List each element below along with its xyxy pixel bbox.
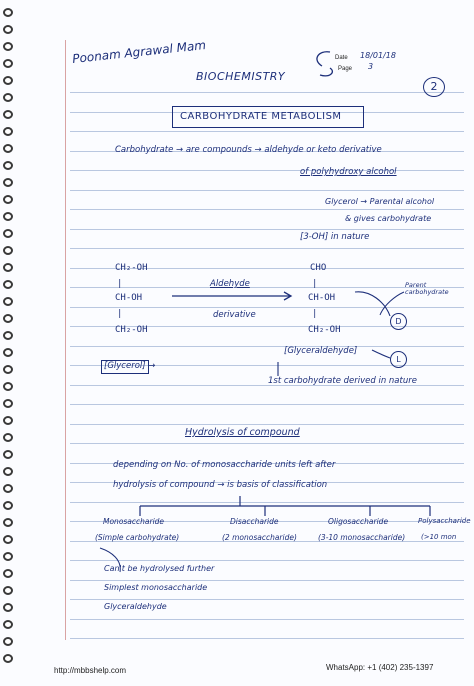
binding-ring bbox=[3, 297, 13, 306]
glyceraldehyde-bond-2: | bbox=[312, 309, 318, 319]
binding-ring bbox=[3, 59, 13, 68]
glyceraldehyde-bond-1: | bbox=[312, 279, 318, 289]
binding-ring bbox=[3, 433, 13, 442]
binding-ring bbox=[3, 603, 13, 612]
ruled-line bbox=[70, 443, 464, 444]
margin-line bbox=[65, 40, 66, 640]
ruled-line bbox=[70, 92, 464, 93]
binding-ring bbox=[3, 450, 13, 459]
binding-ring bbox=[3, 382, 13, 391]
subject-title: BIOCHEMISTRY bbox=[196, 70, 286, 83]
ruled-line bbox=[70, 599, 464, 600]
ruled-line bbox=[70, 248, 464, 249]
footer-website: http://mbbshelp.com bbox=[54, 666, 127, 675]
class-oligo-desc: (3-10 monosaccharide) bbox=[318, 533, 406, 542]
ruled-line bbox=[70, 346, 464, 347]
arrow-label-aldehyde: Aldehyde bbox=[210, 279, 250, 289]
mono-note-2: Simplest monosaccharide bbox=[104, 583, 208, 592]
binding-ring bbox=[3, 501, 13, 510]
page-title: CARBOHYDRATE METABOLISM bbox=[180, 111, 342, 122]
glycerol-note-1: Glycerol → Parental alcohol bbox=[325, 197, 435, 206]
class-oligo-name: Oligosaccharide bbox=[328, 517, 389, 526]
binding-ring bbox=[3, 246, 13, 255]
footer-whatsapp: WhatsApp: +1 (402) 235-1397 bbox=[326, 663, 434, 672]
glyceraldehyde-name: [Glyceraldehyde] bbox=[284, 346, 358, 356]
binding-ring bbox=[3, 178, 13, 187]
binding-ring bbox=[3, 552, 13, 561]
binding-ring bbox=[3, 518, 13, 527]
binding-ring bbox=[3, 127, 13, 136]
ruled-line bbox=[70, 424, 464, 425]
hydrolysis-line-1: depending on No. of monosaccharide units left after bbox=[113, 460, 336, 470]
definition-line-2: of polyhydroxy alcohol bbox=[300, 167, 397, 177]
mono-note-3: Glyceraldehyde bbox=[104, 602, 167, 611]
class-poly-name: Polysaccharide bbox=[418, 517, 471, 525]
binding-ring bbox=[3, 8, 13, 17]
binding-ring bbox=[3, 110, 13, 119]
ruled-line bbox=[70, 131, 464, 132]
binding-ring bbox=[3, 263, 13, 272]
binding-ring bbox=[3, 467, 13, 476]
hydrolysis-heading: Hydrolysis of compound bbox=[185, 427, 300, 438]
ruled-line bbox=[70, 560, 464, 561]
binding-ring bbox=[3, 348, 13, 357]
binding-ring bbox=[3, 280, 13, 289]
glycerol-bond-2: | bbox=[117, 309, 123, 319]
hydrolysis-line-2: hydrolysis of compound → is basis of classification bbox=[113, 480, 328, 490]
glycerol-c2: CH-OH bbox=[115, 293, 143, 303]
spiral-binding bbox=[3, 8, 17, 668]
glycerol-bond-1: | bbox=[117, 279, 123, 289]
arrow-label-derivative: derivative bbox=[213, 310, 256, 320]
class-di-desc: (2 monosaccharide) bbox=[222, 533, 297, 542]
definition-line-1: Carbohydrate → are compounds → aldehyde or keto derivative bbox=[115, 145, 382, 155]
ruled-line bbox=[70, 580, 464, 581]
binding-ring bbox=[3, 331, 13, 340]
binding-ring bbox=[3, 25, 13, 34]
binding-ring bbox=[3, 484, 13, 493]
ruled-line bbox=[70, 404, 464, 405]
page-label: Page bbox=[338, 66, 353, 72]
binding-ring bbox=[3, 654, 13, 663]
glycerol-name: [Glycerol] → bbox=[104, 361, 156, 371]
ruled-line bbox=[70, 307, 464, 308]
author-name: Poonam Agrawal Mam bbox=[71, 38, 207, 66]
glycerol-c1: CH₂-OH bbox=[115, 263, 148, 273]
class-mono-desc: (Simple carbohydrate) bbox=[95, 533, 180, 542]
binding-ring bbox=[3, 620, 13, 629]
ruled-line bbox=[70, 209, 464, 210]
binding-ring bbox=[3, 365, 13, 374]
binding-ring bbox=[3, 586, 13, 595]
binding-ring bbox=[3, 229, 13, 238]
glyceraldehyde-c1: CHO bbox=[310, 263, 327, 273]
l-isomer-circle: L bbox=[390, 351, 407, 368]
mono-note-1: Can't be hydrolysed further bbox=[104, 564, 215, 573]
binding-ring bbox=[3, 314, 13, 323]
first-carbohydrate-note: 1st carbohydrate derived in nature bbox=[268, 376, 417, 386]
glyceraldehyde-c3: CH₂-OH bbox=[308, 325, 341, 335]
binding-ring bbox=[3, 212, 13, 221]
page-circle-number: 2 bbox=[423, 77, 445, 97]
binding-ring bbox=[3, 637, 13, 646]
binding-ring bbox=[3, 76, 13, 85]
binding-ring bbox=[3, 42, 13, 51]
ruled-line bbox=[70, 502, 464, 503]
parent-carbohydrate-note: Parent carbohydrate bbox=[405, 281, 449, 296]
page-value: 3 bbox=[368, 62, 374, 71]
glycerol-note-2: & gives carbohydrate bbox=[345, 214, 432, 223]
ruled-line bbox=[70, 229, 464, 230]
binding-ring bbox=[3, 399, 13, 408]
binding-ring bbox=[3, 535, 13, 544]
class-poly-desc: (>10 mon bbox=[421, 533, 457, 541]
date-label: Date bbox=[335, 55, 348, 61]
ruled-line bbox=[70, 170, 464, 171]
binding-ring bbox=[3, 144, 13, 153]
glycerol-c3: CH₂-OH bbox=[115, 325, 148, 335]
ruled-line bbox=[70, 190, 464, 191]
binding-ring bbox=[3, 93, 13, 102]
date-value: 18/01/18 bbox=[360, 51, 396, 60]
glyceraldehyde-c2: CH-OH bbox=[308, 293, 336, 303]
binding-ring bbox=[3, 195, 13, 204]
glycerol-note-3: [3-OH] in nature bbox=[300, 232, 370, 242]
ruled-line bbox=[70, 619, 464, 620]
binding-ring bbox=[3, 569, 13, 578]
binding-ring bbox=[3, 416, 13, 425]
ruled-line bbox=[70, 638, 464, 639]
class-di-name: Disaccharide bbox=[230, 517, 279, 526]
binding-ring bbox=[3, 161, 13, 170]
d-isomer-circle: D bbox=[390, 313, 407, 330]
class-mono-name: Monosaccharide bbox=[103, 517, 165, 526]
